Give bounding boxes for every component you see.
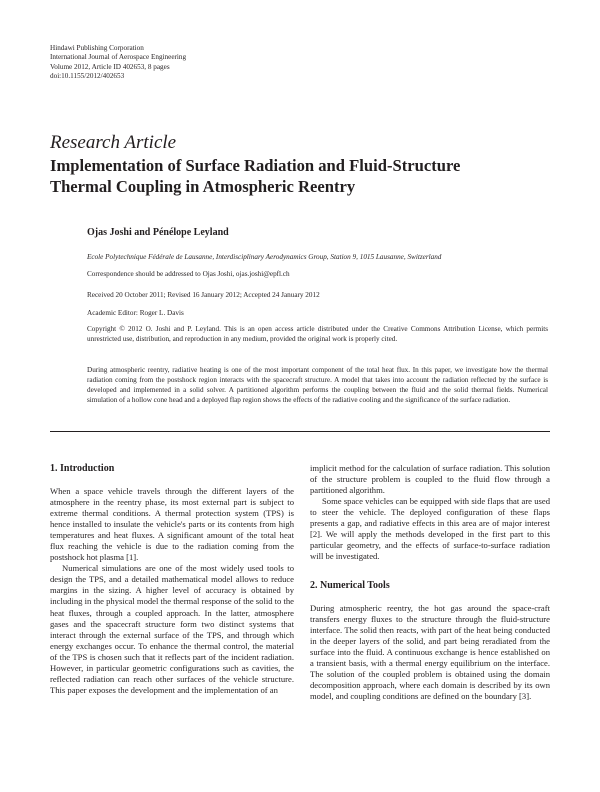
right-column-top xyxy=(310,463,550,562)
intro-paragraph-3: Some space vehicles can be equipped with side flaps that are used to steer the vehicle. The deployed configuration of these flaps presents a gap, and radiative effects in this area are of major interest [2]. We will apply the methods developed in the first part to this particular geometry, and the effects of surface-to-surface radiation will be investigated. xyxy=(310,496,550,562)
section-heading-numerical-tools: 2. Numerical Tools xyxy=(310,580,390,591)
article-title xyxy=(50,155,550,197)
left-column xyxy=(50,486,294,696)
title-line-2: Thermal Coupling in Atmospheric Reentry xyxy=(50,177,356,196)
intro-paragraph-2-continued: implicit method for the calculation of surface radiation. This solution of the structure problem is coupled to the fluid flow through a partitioned algorithm. xyxy=(310,463,550,496)
right-column-bottom xyxy=(310,603,550,702)
correspondence: Correspondence should be addressed to Ojas Joshi, ojas.joshi@epfl.ch xyxy=(87,270,290,278)
intro-paragraph-1: When a space vehicle travels through the different layers of the atmosphere in the reentry phase, its most external part is subject to extreme thermal conditions. A thermal protection system (TPS) is hence installed to insulate the vehicle's parts or its contents from high temperatures and heat fluxes. A significant amount of the total heat flux reaching the vehicle is due to the radiation coming from the postshock hot plasma [1]. xyxy=(50,486,294,563)
abstract: During atmospheric reentry, radiative heating is one of the most important component of the total heat flux. In this paper, we investigate how the thermal radiation coming from the postshock region interacts with the spacecraft structure. A model that takes into account the radiation reflected by the surface is developed and implemented in a solid solver. A partitioned algorithm performs the coupling between the fluid and the solid thermal fields. Numerical simulation of a hollow cone head and a deployed flap region shows the effects of the radiative cooling and the significance of the surface radiation. xyxy=(87,366,548,404)
affiliation: Ecole Polytechnique Fédérale de Lausanne, Interdisciplinary Aerodynamics Group, Station 9, 1015 Lausanne, Switzerland xyxy=(87,253,442,261)
publication-info xyxy=(50,44,186,82)
doi[interactable]: doi:10.1155/2012/402653 xyxy=(50,72,125,81)
academic-editor: Academic Editor: Roger L. Davis xyxy=(87,309,184,317)
section-divider xyxy=(50,431,550,432)
volume-info: Volume 2012, Article ID 402653, 8 pages xyxy=(50,62,170,71)
title-line-1: Implementation of Surface Radiation and Fluid-Structure xyxy=(50,156,461,175)
article-type: Research Article xyxy=(50,132,177,153)
authors: Ojas Joshi and Pénélope Leyland xyxy=(87,227,229,238)
journal-name: International Journal of Aerospace Engineering xyxy=(50,53,187,62)
intro-paragraph-2: Numerical simulations are one of the most widely used tools to design the TPS, and a detailed mathematical model allows to reduce margins in the sizing. A higher level of accuracy is obtained by including in the physical model the thermal response of the solid to the heat fluxes, through a coupled approach. In the latter, atmosphere gases and the spacecraft structure form two distinct systems that interact through the external surface of the TPS, and through which energy exchanges occur. To enhance the thermal control, the material of the TPS is chosen such that it reflects part of the incident radiation. However, in particular geometric configurations such as cavities, the reflected radiation can reach other surfaces of the vehicle structure. This paper exposes the development and the implementation of an xyxy=(50,563,294,695)
section-heading-introduction: 1. Introduction xyxy=(50,463,115,474)
article-dates: Received 20 October 2011; Revised 16 January 2012; Accepted 24 January 2012 xyxy=(87,291,320,299)
tools-paragraph-1: During atmospheric reentry, the hot gas around the space-craft transfers energy fluxes to the structure through the fluid-structure interface. The solid then reacts, with part of the heat being conducted in the deeper layers of the solid, and part being reradiated from the surface into the fluid. A continuous exchange is hence established on a transient basis, with a thermal energy equilibrium on the interface. The solution of the coupled problem is obtained using the domain decomposition approach, where each domain is described by its own model, and coupling conditions are defined on the boundary [3]. xyxy=(310,603,550,702)
publisher-name: Hindawi Publishing Corporation xyxy=(50,44,144,52)
copyright-notice: Copyright © 2012 O. Joshi and P. Leyland. This is an open access article distributed under the Creative Commons Attribution License, which permits unrestricted use, distribution, and reproduction in any medium, provided the original work is properly cited. xyxy=(87,325,548,343)
